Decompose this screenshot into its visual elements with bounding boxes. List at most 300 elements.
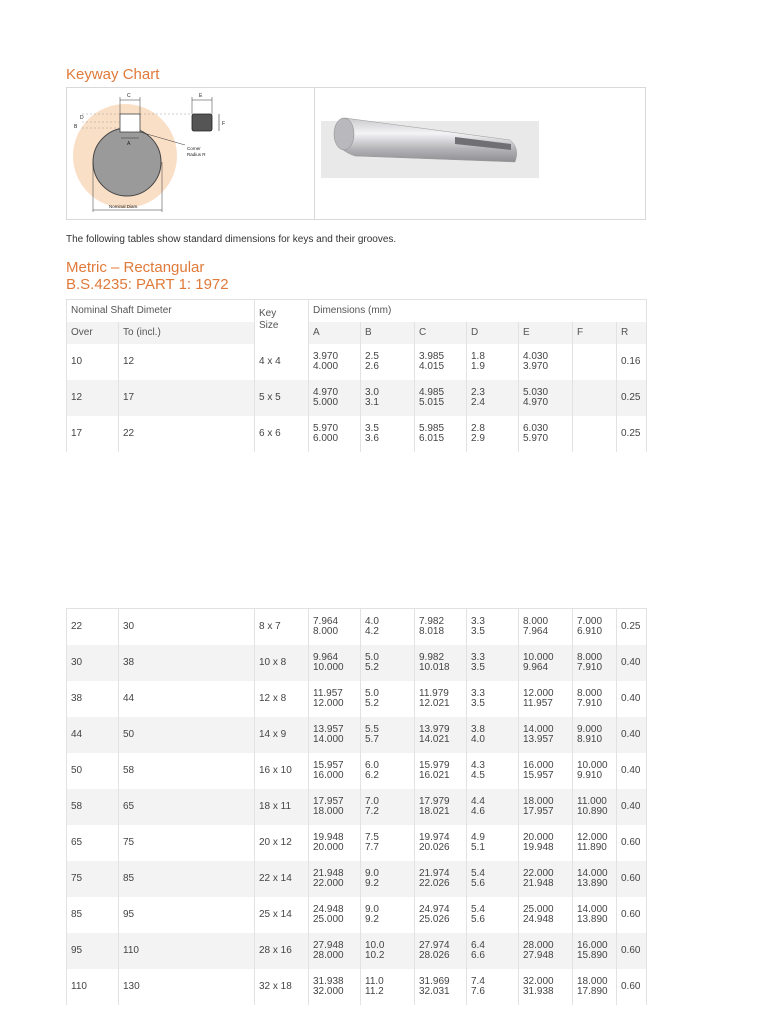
cell-e-max: 28.000 xyxy=(523,940,554,951)
cell-d-min: 5.1 xyxy=(471,842,485,853)
cell-e-min: 4.970 xyxy=(523,397,549,408)
cell-b xyxy=(361,645,415,681)
cell-c xyxy=(415,416,467,452)
cell-e-min: 13.957 xyxy=(523,734,554,745)
cell-d-min: 5.6 xyxy=(471,914,485,925)
cell-a-min: 28.000 xyxy=(313,950,344,961)
cell-c-min: 25.026 xyxy=(419,914,450,925)
cell-d-min: 3.5 xyxy=(471,698,485,709)
cell-f-min: 6.910 xyxy=(577,626,603,637)
table-row xyxy=(67,969,647,1005)
cell-e-min: 7.964 xyxy=(523,626,549,637)
cell-e-max: 6.030 xyxy=(523,423,549,434)
table-row xyxy=(67,681,647,717)
cell-d xyxy=(467,753,519,789)
header-row-2 xyxy=(67,322,647,344)
cell-d xyxy=(467,681,519,717)
cell-b xyxy=(361,344,415,380)
cell-a xyxy=(309,416,361,452)
cell-e-min: 27.948 xyxy=(523,950,554,961)
cell-b-max: 7.5 xyxy=(365,832,379,843)
cell-a-min: 8.000 xyxy=(313,626,339,637)
cell-to: 85 xyxy=(119,861,255,897)
cell-key-size: 32 x 18 xyxy=(255,969,309,1005)
cell-e-max: 25.000 xyxy=(523,904,554,915)
cell-d xyxy=(467,717,519,753)
table-top-body xyxy=(67,344,647,452)
table-row xyxy=(67,609,647,646)
cell-c-min: 14.021 xyxy=(419,734,450,745)
section-title-line: Metric – Rectangular xyxy=(66,259,205,276)
cell-c-min: 28.026 xyxy=(419,950,450,961)
cell-b-max: 5.0 xyxy=(365,652,379,663)
shaft-photo xyxy=(315,88,645,219)
shaft-end xyxy=(334,118,354,150)
keyway-table-bottom xyxy=(66,608,647,1005)
cell-f-max: 12.000 xyxy=(577,832,608,843)
cell-a-min: 16.000 xyxy=(313,770,344,781)
table-row xyxy=(67,344,647,380)
cell-r: 0.40 xyxy=(617,645,647,681)
cell-b xyxy=(361,717,415,753)
cell-a-min: 32.000 xyxy=(313,986,344,997)
table-bottom-body xyxy=(67,609,647,1006)
table-row xyxy=(67,825,647,861)
cell-c xyxy=(415,825,467,861)
cell-a-max: 27.948 xyxy=(313,940,344,951)
cell-d-min: 5.6 xyxy=(471,878,485,889)
cell-over: 38 xyxy=(67,681,119,717)
cell-d-min: 1.9 xyxy=(471,361,485,372)
cell-a xyxy=(309,645,361,681)
cell-a xyxy=(309,753,361,789)
cell-b xyxy=(361,380,415,416)
table-row xyxy=(67,717,647,753)
cell-f-max: 16.000 xyxy=(577,940,608,951)
cell-key-size: 16 x 10 xyxy=(255,753,309,789)
cell-f-max: 18.000 xyxy=(577,976,608,987)
cell-r: 0.60 xyxy=(617,897,647,933)
cell-d-min: 2.4 xyxy=(471,397,485,408)
cell-e-max: 10.000 xyxy=(523,652,554,663)
cell-c xyxy=(415,861,467,897)
cell-b-min: 3.6 xyxy=(365,433,379,444)
cell-f-min: 9.910 xyxy=(577,770,603,781)
cell-b-min: 2.6 xyxy=(365,361,379,372)
cell-a xyxy=(309,344,361,380)
cell-a xyxy=(309,933,361,969)
cell-r: 0.25 xyxy=(617,609,647,646)
cell-a-max: 11.957 xyxy=(313,688,343,699)
cell-key-size: 22 x 14 xyxy=(255,861,309,897)
cell-e-max: 4.030 xyxy=(523,351,549,362)
cell-e xyxy=(519,717,573,753)
cell-to: 17 xyxy=(119,380,255,416)
cell-d-max: 3.3 xyxy=(471,616,485,627)
table-row xyxy=(67,897,647,933)
cell-a-max: 15.957 xyxy=(313,760,344,771)
cell-over: 58 xyxy=(67,789,119,825)
cell-c xyxy=(415,897,467,933)
cell-b-max: 5.5 xyxy=(365,724,379,735)
cell-a-max: 7.964 xyxy=(313,616,339,627)
cell-d xyxy=(467,861,519,897)
cell-b-min: 9.2 xyxy=(365,878,379,889)
cell-over: 17 xyxy=(67,416,119,452)
cell-a-max: 19.948 xyxy=(313,832,344,843)
cell-key-size: 14 x 9 xyxy=(255,717,309,753)
intro-text: The following tables show standard dimensions for keys and their grooves. xyxy=(66,234,397,245)
cell-d-max: 3.3 xyxy=(471,652,485,663)
cell-e xyxy=(519,609,573,646)
cell-r: 0.25 xyxy=(617,416,647,452)
cell-f-min: 8.910 xyxy=(577,734,603,745)
cell-c-max: 5.985 xyxy=(419,423,445,434)
cell-c-max: 19.974 xyxy=(419,832,450,843)
cell-e-max: 8.000 xyxy=(523,616,549,627)
header-key-size xyxy=(255,300,309,345)
cell-c-min: 32.031 xyxy=(419,986,450,997)
cell-e xyxy=(519,380,573,416)
cell-d-max: 1.8 xyxy=(471,351,485,362)
keyway-diagram xyxy=(67,88,313,219)
cell-a-max: 17.957 xyxy=(313,796,344,807)
cell-over: 12 xyxy=(67,380,119,416)
cell-e-max: 22.000 xyxy=(523,868,554,879)
cell-c-max: 21.974 xyxy=(419,868,450,879)
cell-e xyxy=(519,897,573,933)
cell-f xyxy=(573,717,617,753)
cell-c-max: 27.974 xyxy=(419,940,450,951)
cell-e-min: 31.938 xyxy=(523,986,554,997)
cell-b xyxy=(361,416,415,452)
cell-key-size: 18 x 11 xyxy=(255,789,309,825)
cell-e-max: 20.000 xyxy=(523,832,554,843)
cell-a xyxy=(309,825,361,861)
cell-d-max: 6.4 xyxy=(471,940,485,951)
cell-a-min: 6.000 xyxy=(313,433,339,444)
cell-f-min: 7.910 xyxy=(577,662,603,673)
cell-d xyxy=(467,380,519,416)
cell-key-size: 4 x 4 xyxy=(255,344,309,380)
cell-f xyxy=(573,416,617,452)
cell-c-max: 13.979 xyxy=(419,724,450,735)
cell-b-max: 9.0 xyxy=(365,868,379,879)
cell-d-min: 3.5 xyxy=(471,662,485,673)
cell-f xyxy=(573,645,617,681)
cell-e-min: 11.957 xyxy=(523,698,553,709)
cell-r: 0.60 xyxy=(617,825,647,861)
cell-c-min: 16.021 xyxy=(419,770,450,781)
cell-e-min: 9.964 xyxy=(523,662,549,673)
cell-f-max: 8.000 xyxy=(577,688,603,699)
header-c: C xyxy=(415,322,467,344)
cell-over: 95 xyxy=(67,933,119,969)
header-key-line2: Size xyxy=(259,320,279,331)
cell-b-max: 3.5 xyxy=(365,423,379,434)
cell-d-min: 7.6 xyxy=(471,986,485,997)
cell-to: 12 xyxy=(119,344,255,380)
cell-a xyxy=(309,969,361,1005)
cell-f-max: 9.000 xyxy=(577,724,603,735)
cell-d xyxy=(467,645,519,681)
cell-f-min: 11.890 xyxy=(577,842,607,853)
cell-b xyxy=(361,753,415,789)
table-row xyxy=(67,753,647,789)
cell-f xyxy=(573,681,617,717)
cell-b-max: 6.0 xyxy=(365,760,379,771)
cell-d-max: 7.4 xyxy=(471,976,485,987)
header-e: E xyxy=(519,322,573,344)
cell-b-min: 3.1 xyxy=(365,397,379,408)
cell-a-max: 4.970 xyxy=(313,387,339,398)
cell-e xyxy=(519,969,573,1005)
cell-over: 10 xyxy=(67,344,119,380)
cell-key-size: 12 x 8 xyxy=(255,681,309,717)
cell-c-max: 3.985 xyxy=(419,351,445,362)
cell-to: 110 xyxy=(119,933,255,969)
cell-d-max: 4.3 xyxy=(471,760,485,771)
cell-e-min: 24.948 xyxy=(523,914,554,925)
cell-b xyxy=(361,789,415,825)
cell-a-min: 20.000 xyxy=(313,842,344,853)
cell-d-max: 3.3 xyxy=(471,688,485,699)
section-title xyxy=(66,259,229,293)
cell-d-min: 6.6 xyxy=(471,950,485,961)
table-row xyxy=(67,380,647,416)
label-radius: Radius R xyxy=(187,152,206,157)
cell-b xyxy=(361,969,415,1005)
cell-b xyxy=(361,897,415,933)
cell-e xyxy=(519,416,573,452)
cell-c-max: 17.979 xyxy=(419,796,450,807)
cell-e xyxy=(519,645,573,681)
cell-f xyxy=(573,609,617,646)
cell-r: 0.60 xyxy=(617,861,647,897)
table-row xyxy=(67,645,647,681)
label-nominal-diam: Nominal Diam. xyxy=(109,204,139,209)
header-b: B xyxy=(361,322,415,344)
header-d: D xyxy=(467,322,519,344)
cell-a-max: 31.938 xyxy=(313,976,344,987)
cell-b-min: 10.2 xyxy=(365,950,385,961)
cell-to: 58 xyxy=(119,753,255,789)
cell-b-min: 5.7 xyxy=(365,734,379,745)
cell-b-min: 5.2 xyxy=(365,662,379,673)
cell-a-max: 3.970 xyxy=(313,351,339,362)
cell-d-max: 3.8 xyxy=(471,724,485,735)
cell-e-min: 3.970 xyxy=(523,361,549,372)
cell-a-min: 18.000 xyxy=(313,806,344,817)
cell-key-size: 28 x 16 xyxy=(255,933,309,969)
cell-c-min: 4.015 xyxy=(419,361,445,372)
cell-c xyxy=(415,933,467,969)
cell-b-max: 7.0 xyxy=(365,796,379,807)
cell-c xyxy=(415,789,467,825)
table-row xyxy=(67,933,647,969)
cell-e xyxy=(519,344,573,380)
cell-key-size: 5 x 5 xyxy=(255,380,309,416)
cell-e-min: 19.948 xyxy=(523,842,554,853)
cell-to: 38 xyxy=(119,645,255,681)
cell-d-max: 2.8 xyxy=(471,423,485,434)
cell-over: 30 xyxy=(67,645,119,681)
cell-a-min: 22.000 xyxy=(313,878,344,889)
cell-b xyxy=(361,681,415,717)
cell-e xyxy=(519,681,573,717)
cell-over: 75 xyxy=(67,861,119,897)
table-row xyxy=(67,789,647,825)
cell-c-min: 6.015 xyxy=(419,433,445,444)
cell-c xyxy=(415,609,467,646)
cell-e xyxy=(519,933,573,969)
cell-over: 85 xyxy=(67,897,119,933)
cell-f xyxy=(573,789,617,825)
label-b: B xyxy=(74,124,78,130)
table-row xyxy=(67,861,647,897)
cell-a xyxy=(309,861,361,897)
cell-r: 0.40 xyxy=(617,789,647,825)
cell-e-min: 17.957 xyxy=(523,806,554,817)
cell-d xyxy=(467,933,519,969)
cell-f-min: 7.910 xyxy=(577,698,603,709)
label-corner: Corner xyxy=(187,146,201,151)
label-d: D xyxy=(80,115,84,121)
cell-r: 0.40 xyxy=(617,681,647,717)
cell-a-max: 24.948 xyxy=(313,904,344,915)
cell-e-max: 18.000 xyxy=(523,796,554,807)
cell-e-max: 5.030 xyxy=(523,387,549,398)
cell-f-min: 13.890 xyxy=(577,914,608,925)
cell-b-max: 11.0 xyxy=(365,976,384,987)
cell-e-max: 12.000 xyxy=(523,688,554,699)
cell-c-min: 22.026 xyxy=(419,878,450,889)
cell-f xyxy=(573,344,617,380)
cell-a xyxy=(309,609,361,646)
header-nominal-shaft: Nominal Shaft Dimeter xyxy=(67,300,255,323)
cell-a-min: 14.000 xyxy=(313,734,344,745)
cell-b-min: 7.7 xyxy=(365,842,379,853)
cell-f xyxy=(573,969,617,1005)
cell-a-min: 10.000 xyxy=(313,662,344,673)
cell-b-min: 7.2 xyxy=(365,806,379,817)
cell-f-min: 10.890 xyxy=(577,806,608,817)
label-e: E xyxy=(199,93,203,99)
cell-b xyxy=(361,933,415,969)
cell-f xyxy=(573,380,617,416)
cell-d-min: 4.6 xyxy=(471,806,485,817)
cell-f-max: 7.000 xyxy=(577,616,603,627)
cell-c-max: 11.979 xyxy=(419,688,449,699)
cell-c-max: 7.982 xyxy=(419,616,445,627)
cell-c xyxy=(415,344,467,380)
cell-d xyxy=(467,825,519,861)
cell-c-max: 15.979 xyxy=(419,760,450,771)
header-r: R xyxy=(617,322,647,344)
cell-d-max: 5.4 xyxy=(471,868,485,879)
cell-a xyxy=(309,681,361,717)
cell-a-max: 13.957 xyxy=(313,724,344,735)
cell-f-max: 10.000 xyxy=(577,760,608,771)
cell-to: 22 xyxy=(119,416,255,452)
cell-b-min: 4.2 xyxy=(365,626,379,637)
cell-f-max: 14.000 xyxy=(577,904,608,915)
cell-a xyxy=(309,717,361,753)
cell-d xyxy=(467,897,519,933)
cell-d-min: 4.0 xyxy=(471,734,485,745)
cell-f-min: 13.890 xyxy=(577,878,608,889)
cell-a-max: 9.964 xyxy=(313,652,339,663)
cell-e-min: 15.957 xyxy=(523,770,554,781)
label-a: A xyxy=(127,141,131,147)
cell-e xyxy=(519,753,573,789)
header-to: To (incl.) xyxy=(119,322,255,344)
cell-f xyxy=(573,897,617,933)
cell-c xyxy=(415,753,467,789)
cell-to: 50 xyxy=(119,717,255,753)
cell-a-min: 4.000 xyxy=(313,361,339,372)
cell-b-max: 3.0 xyxy=(365,387,379,398)
cell-c xyxy=(415,969,467,1005)
cell-e xyxy=(519,789,573,825)
header-over: Over xyxy=(67,322,119,344)
cell-to: 65 xyxy=(119,789,255,825)
cell-c xyxy=(415,380,467,416)
cell-d-min: 4.5 xyxy=(471,770,485,781)
cell-key-size: 20 x 12 xyxy=(255,825,309,861)
cell-e-min: 5.970 xyxy=(523,433,549,444)
header-f: F xyxy=(573,322,617,344)
cell-f xyxy=(573,933,617,969)
cell-d xyxy=(467,789,519,825)
cell-d xyxy=(467,609,519,646)
cell-f-max: 8.000 xyxy=(577,652,603,663)
cell-f-min: 15.890 xyxy=(577,950,608,961)
cell-d xyxy=(467,344,519,380)
cell-key-size: 8 x 7 xyxy=(255,609,309,646)
label-c: C xyxy=(127,93,131,99)
cell-to: 130 xyxy=(119,969,255,1005)
cell-f-max: 11.000 xyxy=(577,796,607,807)
keyway-figure-panel xyxy=(66,87,646,220)
cell-a-max: 21.948 xyxy=(313,868,344,879)
cell-d-min: 2.9 xyxy=(471,433,485,444)
cell-r: 0.60 xyxy=(617,933,647,969)
cell-over: 50 xyxy=(67,753,119,789)
cell-b-max: 4.0 xyxy=(365,616,379,627)
cell-c xyxy=(415,645,467,681)
page-title: Keyway Chart xyxy=(66,66,160,83)
cell-b-max: 9.0 xyxy=(365,904,379,915)
cell-f xyxy=(573,861,617,897)
header-a: A xyxy=(309,322,361,344)
cell-r: 0.60 xyxy=(617,969,647,1005)
cell-a xyxy=(309,897,361,933)
cell-e xyxy=(519,825,573,861)
cell-c-max: 31.969 xyxy=(419,976,450,987)
label-f: F xyxy=(222,121,226,127)
cell-key-size: 25 x 14 xyxy=(255,897,309,933)
cell-e xyxy=(519,861,573,897)
cell-a-min: 12.000 xyxy=(313,698,344,709)
cell-to: 30 xyxy=(119,609,255,646)
cell-a-min: 5.000 xyxy=(313,397,339,408)
cell-r: 0.40 xyxy=(617,753,647,789)
cell-f xyxy=(573,825,617,861)
cell-c xyxy=(415,681,467,717)
cell-c-min: 18.021 xyxy=(419,806,450,817)
cell-b-min: 9.2 xyxy=(365,914,379,925)
